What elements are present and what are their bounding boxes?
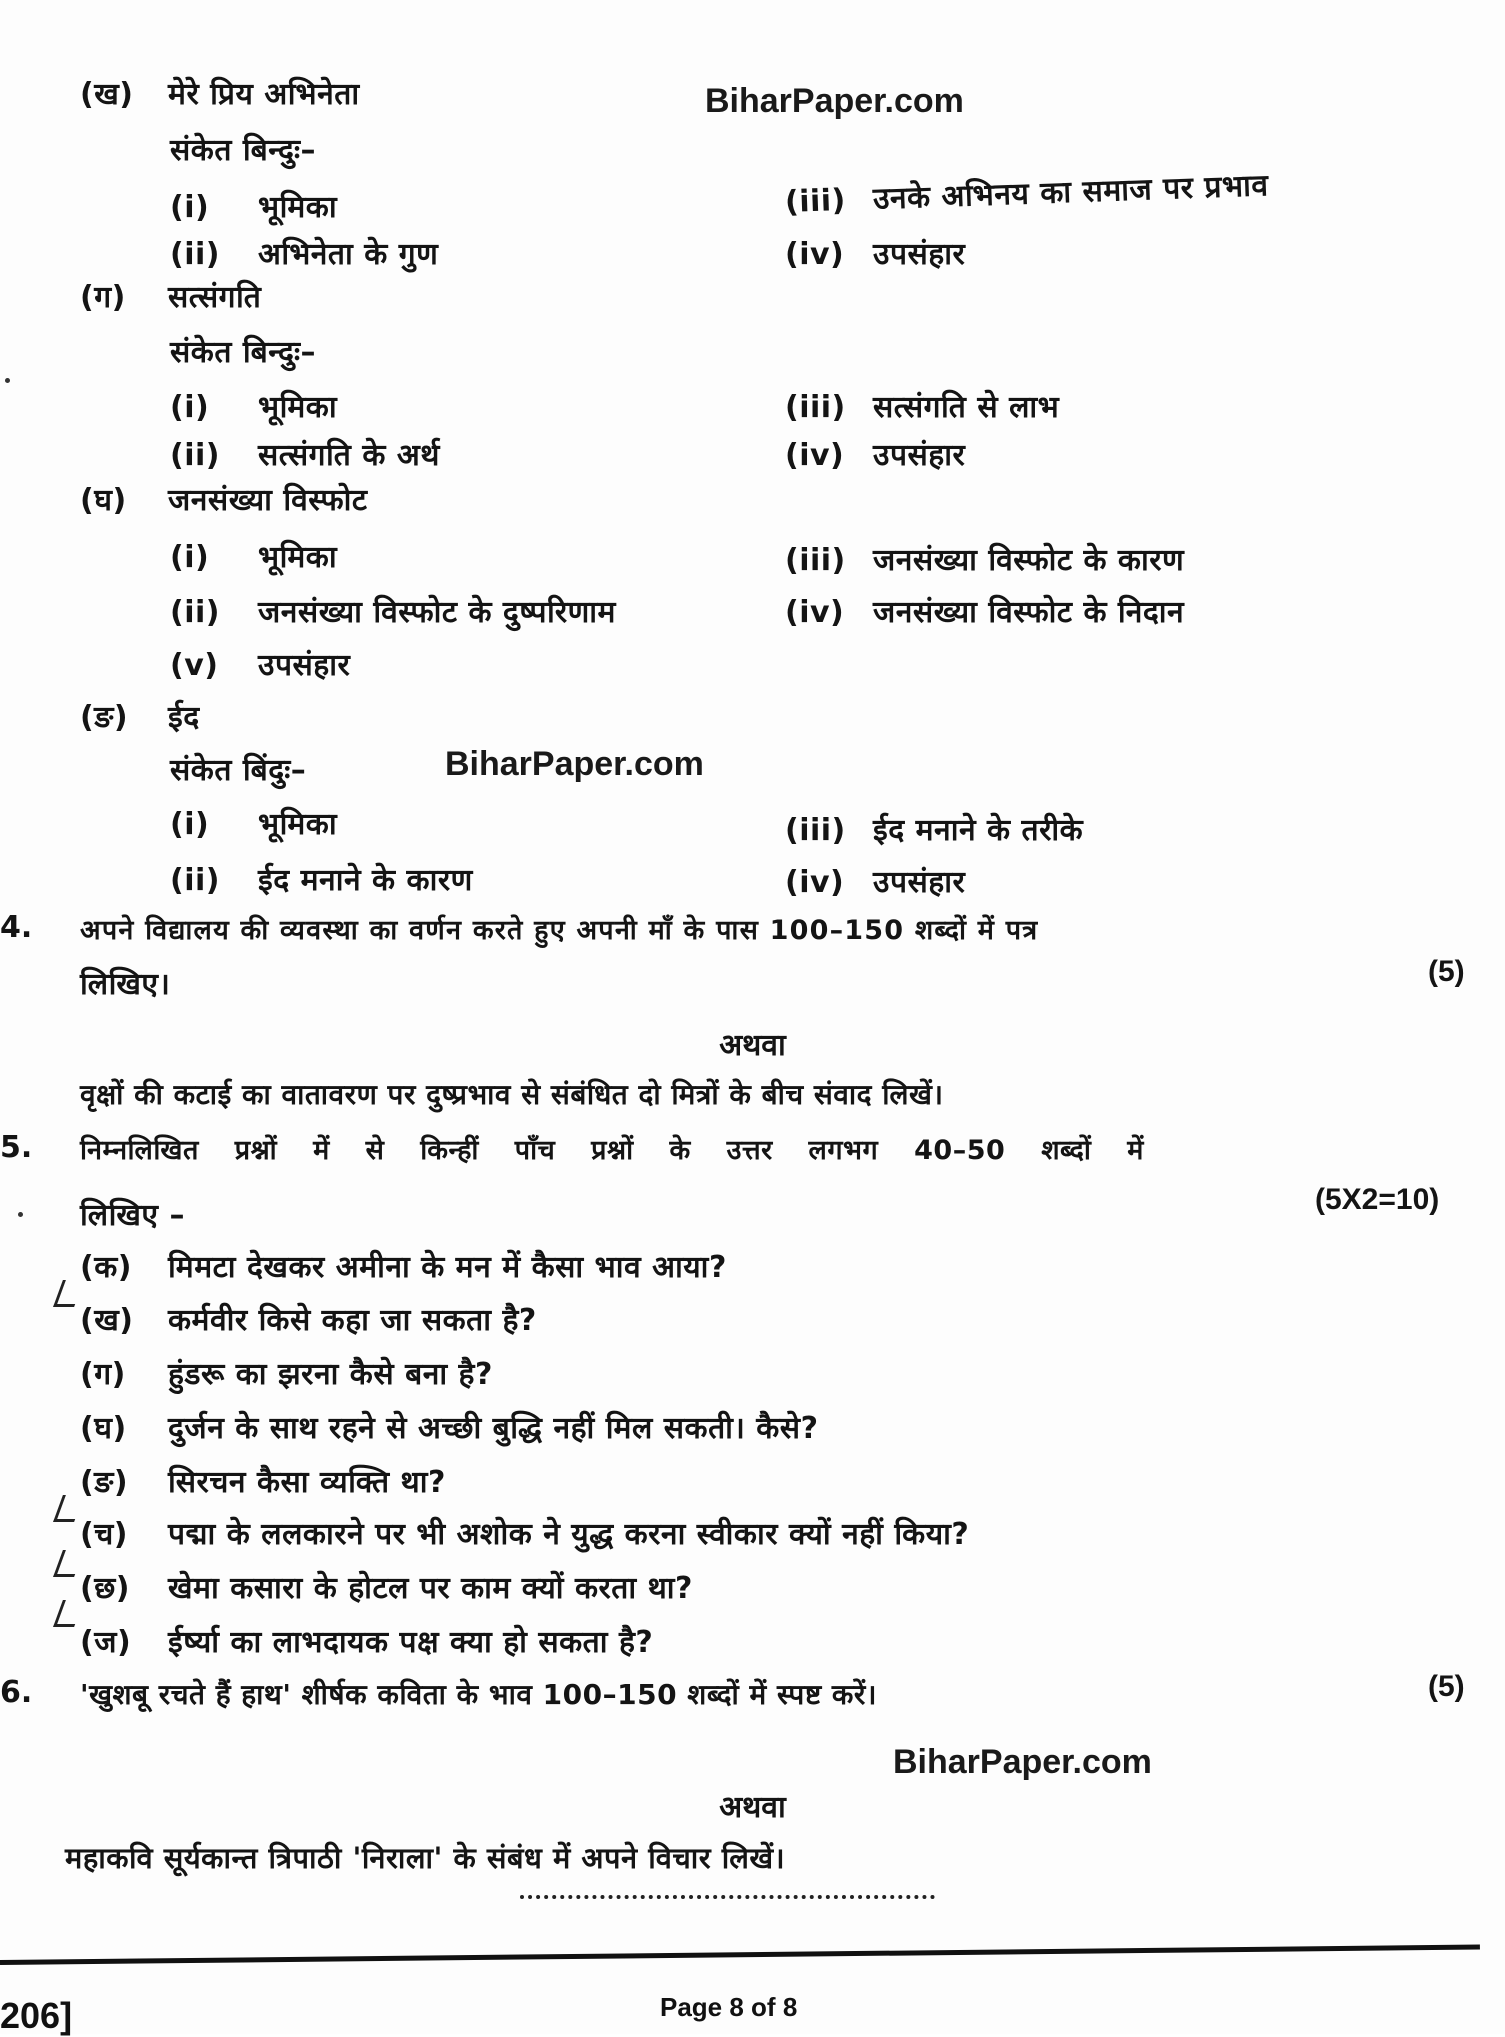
section-title: ईद <box>168 700 200 735</box>
section-title: मेरे प्रिय अभिनेता <box>168 77 360 112</box>
hint-label: संकेत बिंदुः– <box>170 753 307 788</box>
sub-question-text: सिरचन कैसा व्यक्ति था? <box>168 1465 446 1500</box>
point-text: सत्संगति के अर्थ <box>258 438 440 473</box>
marks-label: (5X2=10) <box>1315 1183 1440 1216</box>
or-divider: अथवा <box>719 1790 786 1825</box>
marks-label: (5) <box>1428 1670 1465 1703</box>
point-item <box>785 232 965 273</box>
point-item <box>170 535 337 576</box>
point-num: (iii) <box>785 813 846 848</box>
sub-question-label: (च) <box>80 1517 128 1552</box>
sub-question-label: (ज) <box>80 1625 132 1660</box>
point-text: उपसंहार <box>873 438 966 473</box>
sub-question-text: खेमा कसारा के होटल पर काम क्यों करता था? <box>168 1571 693 1606</box>
footer-rule <box>0 1945 1480 1965</box>
point-item <box>785 433 965 474</box>
question-number: 6. <box>0 1675 33 1710</box>
page-number: Page 8 of 8 <box>660 1992 798 2022</box>
sub-question-label: (ग) <box>80 1357 126 1392</box>
watermark: BiharPaper.com <box>445 745 704 783</box>
point-num: (iv) <box>785 865 845 900</box>
section-kha-heading <box>80 72 360 113</box>
point-num: (ii) <box>170 237 220 272</box>
point-text: भूमिका <box>258 807 338 842</box>
watermark: BiharPaper.com <box>705 82 964 120</box>
point-num: (iv) <box>785 237 845 272</box>
point-num: (i) <box>170 807 210 842</box>
point-text: उपसंहार <box>873 237 966 272</box>
point-item <box>785 860 965 901</box>
point-text: उपसंहार <box>258 648 351 683</box>
sub-question-text: कर्मवीर किसे कहा जा सकता है? <box>168 1303 537 1338</box>
point-num: (iii) <box>785 543 846 578</box>
sub-question <box>80 1245 727 1286</box>
point-item <box>170 590 616 631</box>
point-text: अभिनेता के गुण <box>258 237 439 272</box>
point-item <box>170 385 337 426</box>
scan-speck <box>5 378 10 383</box>
point-text: जनसंख्या विस्फोट के निदान <box>873 595 1185 630</box>
point-text: सत्संगति से लाभ <box>873 390 1060 425</box>
point-item <box>785 385 1059 426</box>
sub-question <box>80 1298 537 1339</box>
sub-question <box>80 1620 653 1661</box>
question-4-text-cont: लिखिए। <box>80 967 171 1002</box>
section-gha-heading <box>80 478 368 519</box>
point-text: उनके अभिनय का समाज पर प्रभाव <box>872 168 1270 217</box>
marks-label: (5) <box>1428 955 1465 988</box>
section-label: (ङ) <box>80 700 129 735</box>
point-item <box>170 232 438 273</box>
point-text: भूमिका <box>258 390 338 425</box>
section-label: (घ) <box>80 483 127 518</box>
point-item <box>785 590 1184 631</box>
question-6-alternative: महाकवि सूर्यकान्त त्रिपाठी 'निराला' के संबंध में अपने विचार लिखें। <box>65 1841 786 1875</box>
question-6-text: 'खुशबू रचते हैं हाथ' शीर्षक कविता के भाव 100–150 शब्दों में स्पष्ट करें। <box>80 1678 877 1711</box>
section-nga-heading <box>80 695 200 736</box>
sub-question-text: मिमटा देखकर अमीना के मन में कैसा भाव आया? <box>168 1250 727 1285</box>
sub-question-text: ईर्ष्या का लाभदायक पक्ष क्या हो सकता है? <box>168 1625 654 1660</box>
point-text: जनसंख्या विस्फोट के कारण <box>873 543 1185 578</box>
point-num: (ii) <box>170 438 220 473</box>
point-num: (iv) <box>785 595 845 630</box>
question-number: 4. <box>0 910 33 945</box>
point-num: (iii) <box>784 182 847 220</box>
point-item <box>784 163 1269 221</box>
section-ga-heading <box>80 275 261 316</box>
point-num: (iv) <box>785 438 845 473</box>
section-title: जनसंख्या विस्फोट <box>168 483 368 518</box>
hint-label: संकेत बिन्दुः– <box>170 335 317 370</box>
point-text: भूमिका <box>258 540 338 575</box>
question-4-alternative: वृक्षों की कटाई का वातावरण पर दुष्प्रभाव से संबंधित दो मित्रों के बीच संवाद लिखें। <box>80 1078 944 1111</box>
point-text: उपसंहार <box>873 865 966 900</box>
point-num: (ii) <box>170 863 220 898</box>
point-text: ईद मनाने के तरीके <box>873 813 1084 848</box>
section-title: सत्संगति <box>168 280 262 315</box>
scan-speck <box>18 1212 23 1217</box>
point-num: (i) <box>170 390 210 425</box>
point-item <box>785 808 1083 849</box>
sub-question <box>80 1406 819 1447</box>
section-label: (ग) <box>80 280 126 315</box>
point-num: (v) <box>170 648 219 683</box>
sub-question-label: (ङ) <box>80 1465 129 1500</box>
sub-question-text: पद्मा के ललकारने पर भी अशोक ने युद्ध करना स्वीकार क्यों नहीं किया? <box>168 1517 970 1552</box>
point-item <box>170 433 440 474</box>
sub-question <box>80 1352 493 1393</box>
point-item <box>170 185 337 226</box>
point-item <box>170 858 473 899</box>
question-5-text: निम्नलिखित प्रश्नों में से किन्हीं पाँच प्रश्नों के उत्तर लगभग 40–50 शब्दों में <box>80 1135 1144 1166</box>
question-5-text-cont: लिखिए – <box>80 1198 185 1233</box>
point-num: (ii) <box>170 595 220 630</box>
point-num: (i) <box>170 540 210 575</box>
point-num: (iii) <box>785 390 846 425</box>
point-item <box>170 643 350 684</box>
sub-question <box>80 1512 969 1553</box>
hint-label: संकेत बिन्दुः– <box>170 133 317 168</box>
section-label: (ख) <box>80 77 134 112</box>
sub-question-label: (क) <box>80 1250 132 1285</box>
sub-question-text: दुर्जन के साथ रहने से अच्छी बुद्धि नहीं मिल सकती। कैसे? <box>168 1411 819 1446</box>
point-text: जनसंख्या विस्फोट के दुष्परिणाम <box>258 595 616 630</box>
point-item <box>170 802 337 843</box>
point-text: ईद मनाने के कारण <box>258 863 473 898</box>
sub-question-text: हुंडरू का झरना कैसे बना है? <box>168 1357 493 1392</box>
question-number: 5. <box>0 1130 33 1165</box>
sub-question-label: (घ) <box>80 1411 127 1446</box>
watermark: BiharPaper.com <box>893 1743 1152 1781</box>
point-num: (i) <box>170 190 210 225</box>
sub-question-label: (छ) <box>80 1571 130 1606</box>
sub-question <box>80 1460 446 1501</box>
sub-question-label: (ख) <box>80 1303 134 1338</box>
point-text: भूमिका <box>258 190 338 225</box>
end-of-paper-divider <box>520 1895 935 1899</box>
question-4-text: अपने विद्यालय की व्यवस्था का वर्णन करते हुए अपनी माँ के पास 100–150 शब्दों में पत्र <box>80 915 1039 946</box>
sub-question <box>80 1566 693 1607</box>
paper-code: 206] <box>0 1995 73 2036</box>
point-item <box>785 538 1184 579</box>
or-divider: अथवा <box>719 1028 786 1063</box>
